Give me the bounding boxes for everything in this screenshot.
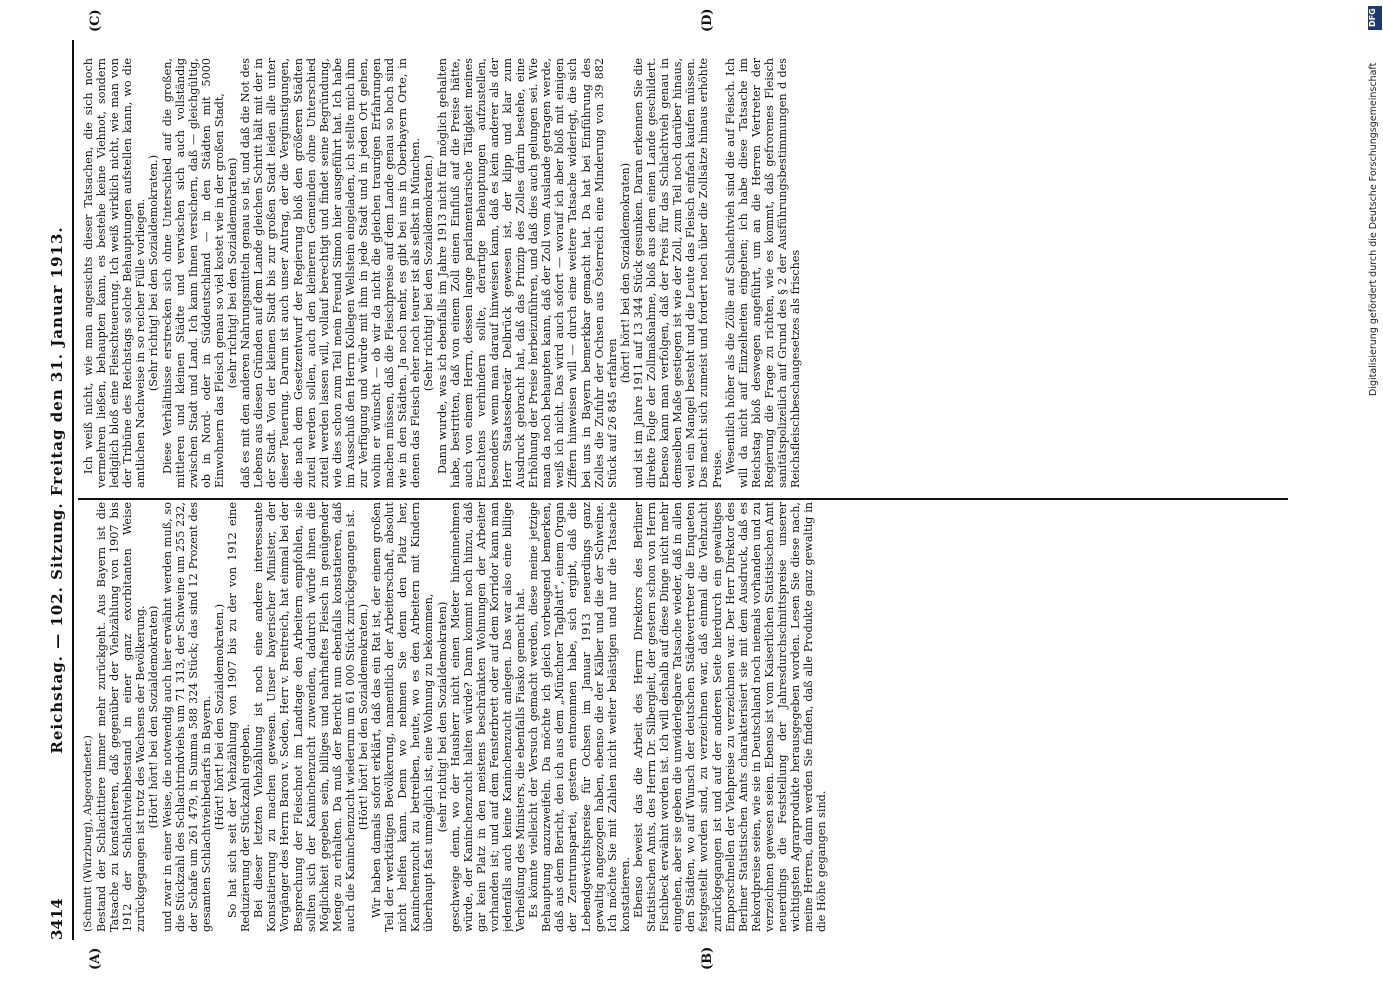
paragraph: Bestand der Schlachttiere immer mehr zurückgeht. Aus Bayern ist die Tatsache zu konstatieren, daß gegenüber der Viehzählung von 1907 bis 1912 der Schlachtviehbestand in einer ganz exorbitanten Weise zurückgegangen ist trotz des Wachsens der Bevölkerung. xyxy=(95,502,148,932)
page-title: Reichstag. — 102. Sitzung. Freitag den 31. Januar 1913. xyxy=(48,226,66,754)
interjection: (Hört! hört! bei den Sozialdemokraten.) xyxy=(356,603,370,831)
paragraph: Dann wurde, was ich ebenfalls im Jahre 1913 nicht für möglich gehalten habe, bestritten, daß von einem Zoll einen Einfluß auf die Preise hätte, auch von einem Herrn, dessen lange parlamentarische Tätigkeit meines Erachtens verhindern sollte, derartige Behauptungen aufzustellen, besonders wenn man darauf hinweisen kann, daß es kein anderer als der Herr Staatssekretär Delbrück gewesen ist, der klipp und klar zum Ausdruck gebracht hat, daß das Prinzip des Zolles darin bestehe, eine Erhöhung der Preise herbeizuführen, und daß dies auch gelungen sei. Wie man da noch behaupten kann, daß der Zoll vom Auslande getragen werde, weiß ich nicht. Das wird auch sofort — worauf ich aber bloß mit einigen Ziffern hinweisen will — durch eine weitere Tatsache widerlegt, die sich bei uns in Bayern bemerkbar gemacht hat. Da hat bei Einführung des Zolles die Zufuhr der Ochsen aus Österreich eine Minderung von 39 882 Stück auf 26 845 erfahren xyxy=(435,58,619,488)
margin-mark-c: (C) xyxy=(88,9,103,32)
margin-mark-a: (A) xyxy=(88,947,103,970)
paragraph: Ich weiß nicht, wie man angesichts dieser Tatsachen, die sich noch vermehren ließen, behaupten kann, es bestehe keine Viehnot, sondern lediglich bloß eine Fleischteuerung. Ich weiß wirklich nicht, wie man von der Tribüne des Reichstags solche Behauptungen aufstellen kann, wo die amtlichen Nachweise in so reicher Fülle vorliegen. xyxy=(82,58,148,488)
paragraph: So hat sich seit der Viehzählung von 1907 bis zu der von 1912 eine Reduzierung der Stückzahl ergeben. xyxy=(226,502,253,932)
column-divider xyxy=(78,498,1288,500)
paragraph: daß es mit den anderen Nahrungsmitteln genau so ist, und daß die Not des Lebens aus diesen Gründen auf dem Lande gleichen Schritt hält mit der in der Stadt. Von der kleinen Stadt bis zur großen Stadt leiden alle unter dieser Teuerung. Darum ist auch unser Antrag, der die Vergünstigungen, die nach dem Gesetzentwurf der Regierung bloß den größeren Städten zuteil werden sollen, auch den kleineren Gemeinden ohne Unterschied zuteil werden lassen will, vollauf berechtigt und findet seine Begründung, wie dies schon zum Teil mein Freund Simon hier ausgeführt hat. Ich habe im Ausschuß den Herrn Kollegen Wellstein eingeladen, ich stellte mich ihm zur Verfügung und würde mit ihm in jede Stadt und in jeden Ort gehen, wohin er wünscht — ob wir da nicht die gleichen traurigen Erfahrungen machen müssen, daß die Fleischpreise auf dem Lande genau so hoch sind wie in den Städten. Ja noch mehr, es gibt bei uns in Oberbayern Orte, in denen das Fleisch eher noch teurer ist als selbst in München. xyxy=(239,58,423,488)
interjection: (Hört! hört! bei den Sozialdemokraten) xyxy=(147,605,161,829)
paragraph: Bei dieser letzten Viehzählung ist noch eine andere interessante Konstatierung zu machen gewesen. Unser bayerischer Minister, der Vorgänger des Herrn Baron v. Soden, Herr v. Breitreich, hat einmal bei der Besprechung der Fleischnot im Landtage den Arbeitern empfohlen, sie sollten sich der Kaninchenzucht zuwenden, dadurch würde ihnen die Möglichkeit gegeben sein, billiges und nahrhaftes Fleisch in genügender Menge zu erhalten. Da muß der Bericht nun ebenfalls konstatieren, daß auch die Kaninchenzucht wiederum um 61 000 Stück zurückgegangen ist. xyxy=(252,502,357,932)
header-rule xyxy=(72,40,74,940)
interjection: (sehr richtig! bei den Sozialdemokraten) xyxy=(435,601,449,833)
paragraph: geschweige denn, wo der Hausherr nicht einen Mieter hineinnehmen würde, der Kaninchenzucht halten würde? Dann kommt noch hinzu, daß gar kein Platz in den meistens beschränkten Wohnungen der Arbeiter vorhanden ist; und auf dem Fensterbrett oder auf dem Korridor kann man jedenfalls auch keine Kaninchenzucht anlegen. Das war also eine billige Verheißung des Ministers, die ebenfalls Fiasko gemacht hat. xyxy=(448,502,528,932)
paragraph: Es könnte vielleicht der Versuch gemacht werden, diese meine jetzige Behauptung anzuzweifeln. Da möchte ich gleich vorbeugend bemerken, daß aus dem Bericht, den ich aus dem „Münchner Tagblatt“, einem Organ der Zentrumspartei, gestern entnommen habe, sich ergibt, daß die Lebendgewichtspreise für Ochsen im Januar 1913 neuerdings ganz gewaltig angezogen haben, ebenso die der Kälber und die der Schweine. Ich möchte Sie mit Zahlen nicht weiter belästigen und nur die Tatsache konstatieren. xyxy=(527,502,632,932)
dfg-logo: DFG xyxy=(1368,6,1382,30)
page-header xyxy=(48,40,70,940)
digitization-note: Digitalisierung gefördert durch die Deutsche Forschungsgemeinschaft xyxy=(1368,62,1379,396)
paragraph: und zwar in einer Weise, die notwendig auch hier erwähnt werden muß, so die Stückzahl des Schlachtrindviehs um 71 313, der Schweine um 255 232, der Schafe um 261 479, in Summa 588 324 Stück; das sind 12 Prozent des gesamten Schlachtviehbedarfs in Bayern. xyxy=(160,502,213,932)
margin-mark-d: (D) xyxy=(700,8,715,32)
interjection: (Sehr richtig! bei den Sozialdemokraten.) xyxy=(147,154,161,392)
speaker-line: (Schmitt (Würzburg), Abgeordneter.) xyxy=(82,735,94,932)
paragraph: Diese Verhältnisse erstrecken sich ohne Unterschied auf die großen, mittleren und kleinen Städte und verwischen sich auch vollständig zwischen Stadt und Land. Ich kann Ihnen versichern, daß — gleichgültig, ob in Nord- oder in Süddeutschland — in den Städten mit 5000 Einwohnern das Fleisch genau so viel kostet wie in der großen Stadt, xyxy=(160,58,226,488)
interjection: (hört! hört! bei den Sozialdemokraten) xyxy=(618,162,632,384)
right-column xyxy=(82,58,1287,488)
interjection: (sehr richtig! bei den Sozialdemokraten) xyxy=(226,157,240,389)
interjection: (Hört! hört! bei den Sozialdemokraten.) xyxy=(212,603,226,831)
paragraph: Wir haben damals sofort erklärt, daß das ein Rat ist, der einem großen Teil der werktätigen Bevölkerung, namentlich der Arbeiterschaft, absolut nicht helfen kann. Denn wo nehmen Sie denn den Platz her, Kaninchenzucht zu betreiben, heute, wo es den Arbeitern mit Kindern überhaupt fast unmöglich ist, eine Wohnung zu bekommen, xyxy=(370,502,436,932)
margin-mark-b: (B) xyxy=(700,946,715,970)
interjection: (Sehr richtig! bei den Sozialdemokraten.) xyxy=(422,154,436,392)
paragraph: und ist im Jahre 1911 auf 13 344 Stück gesunken. Daran erkennen Sie die direkte Folge der Zollmaßnahme, bloß aus dem einen Lande geschildert. Ebenso kann man verfolgen, daß der Preis für das Schlachtvieh genau in demselben Maße gestiegen ist wie der Zoll, zum Teil noch darüber hinaus, weil ein Mangel besteht und die Leute das Fleisch einfach kaufen müssen. Das macht sich zumeist und fordert noch über die Zollsätze hinaus erhöhte Preise. xyxy=(631,58,724,488)
page-number: 3414 xyxy=(48,898,66,940)
left-column xyxy=(82,502,1287,932)
paragraph: Ebenso beweist das die Arbeit des Herrn Direktors des Berliner Statistischen Amts, des Herrn Dr. Silbergleit, der gestern schon von Herrn Fischbeck erwähnt worden ist. Ich will deshalb auf diese Dinge nicht mehr eingehen, aber sie geben die unwiderlegbare Tatsache wieder, daß in allen den Städten, wo auf Wunsch der deutschen Städtevertreter die Enqueten festgestellt worden sind, zu verzeichnen war, daß einmal die Viehzucht zurückgegangen ist und auf der anderen Seite hierdurch ein gewaltiges Emporschnellen der Viehpreise zu verzeichnen war. Der Herr Direktor des Berliner Statistischen Amts charakterisiert sie mit dem Ausdruck, daß es Rekordpreise seien, wie sie in Deutschland noch niemals vorhanden und zu verzeichnen gewesen seien. Ebenso ist vom Kaiserlichen Statistischen Amt neuerdings die Feststellung der Jahresdurchschnittspreise unserer wichtigsten Agrarprodukte herausgegeben worden. Lesen Sie diese nach, meine Herren, dann werden Sie finden, daß alle Produkte ganz gewaltig in die Höhe gegangen sind. xyxy=(631,502,829,932)
paragraph: Wesentlich höher als die Zölle auf Schlachtvieh sind die auf Fleisch. Ich will da nicht auf Einzelheiten eingehen; ich habe diese Tatsache im Reichstag bloß deswegen angeführt, um an die Herren Vertreter der Regierung die Frage zu richten, wie es kommt, daß gefrorenes Fleisch sanitätspolizeilich auf Grund des § 2 der Ausführungsbestimmungen d des Reichsfleischbeschaugesetzes als frisches xyxy=(723,58,803,488)
